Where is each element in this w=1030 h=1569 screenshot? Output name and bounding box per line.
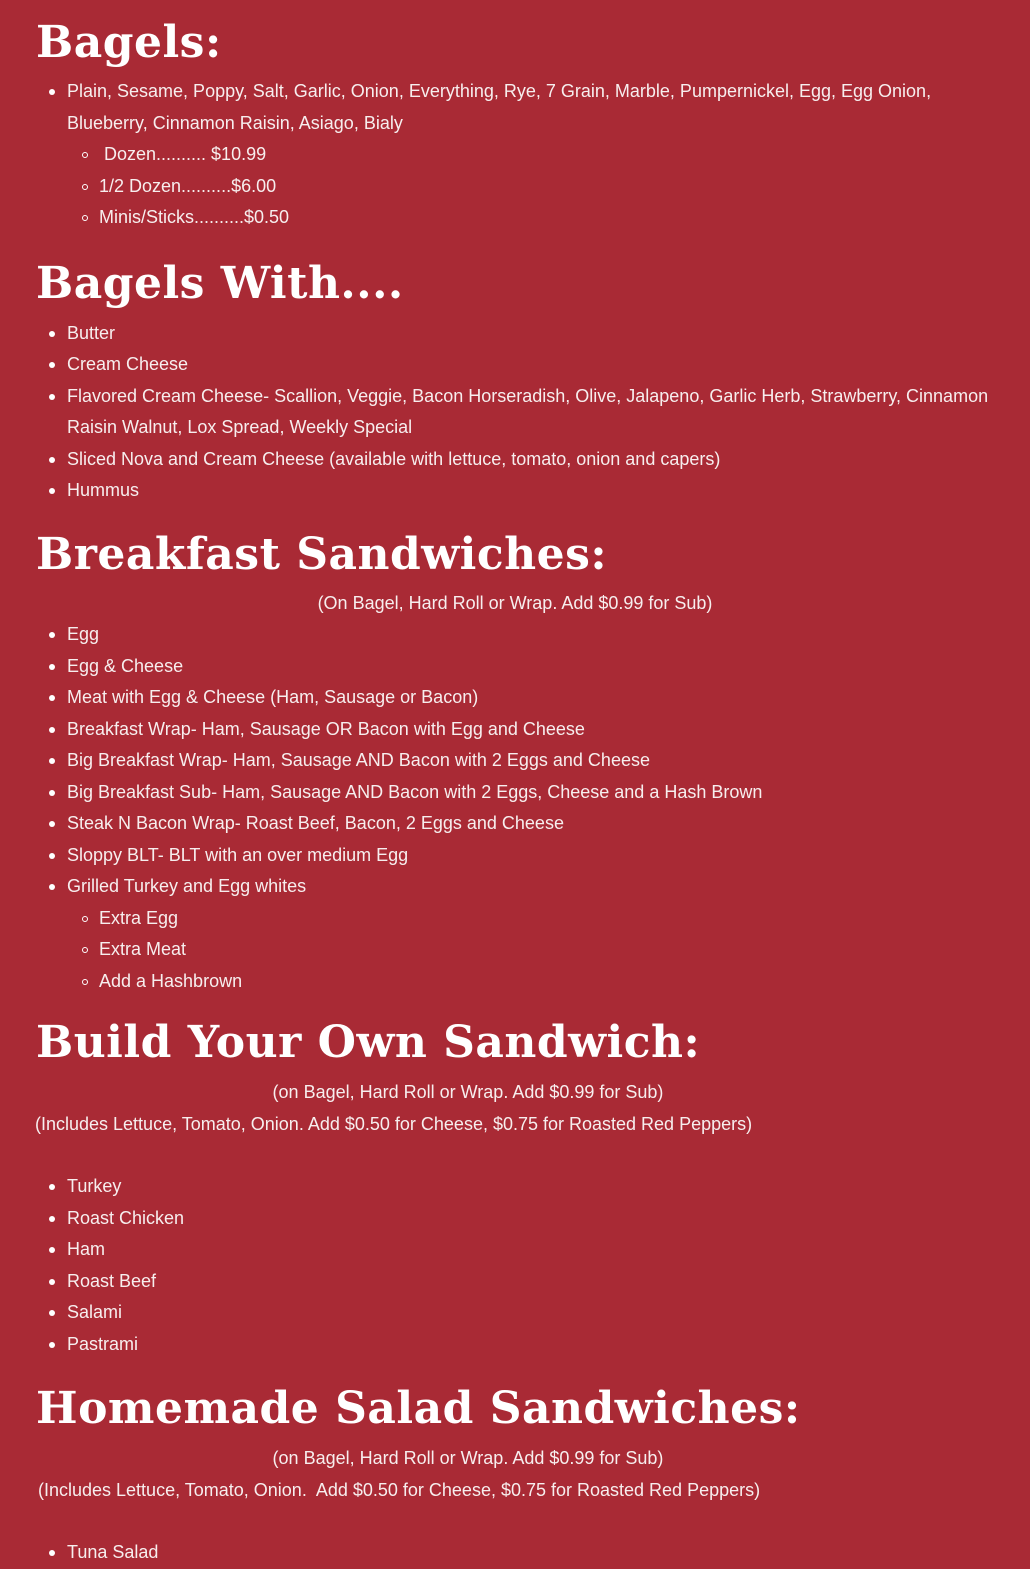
list-item: Salami: [67, 1302, 123, 1322]
bullet-dot: [49, 1342, 55, 1348]
bullet-dot: [49, 821, 55, 827]
bullet-dot: [49, 695, 55, 701]
price-dozen: Dozen.......... $10.99: [99, 144, 267, 164]
extra-item: Add a Hashbrown: [99, 971, 243, 991]
sub-bullet-circle: [82, 184, 88, 190]
bullet-dot: [49, 89, 55, 95]
sub-bullet-circle: [82, 979, 88, 985]
build-your-own-heading: Build Your Own Sandwich:: [36, 1017, 701, 1068]
list-item: Roast Beef: [67, 1271, 157, 1291]
list-item: Big Breakfast Wrap- Ham, Sausage AND Bacon with 2 Eggs and Cheese: [67, 750, 650, 770]
build-note-bread: (on Bagel, Hard Roll or Wrap. Add $0.99 for Sub): [272, 1082, 664, 1102]
extra-item: Extra Egg: [99, 908, 179, 928]
bagel-flavors-line2: Blueberry, Cinnamon Raisin, Asiago, Bialy: [67, 113, 403, 133]
breakfast-heading: Breakfast Sandwiches:: [36, 529, 608, 580]
bullet-dot: [49, 632, 55, 638]
breakfast-note: (On Bagel, Hard Roll or Wrap. Add $0.99 for Sub): [317, 593, 713, 613]
list-item: Sliced Nova and Cream Cheese (available with lettuce, tomato, onion and capers): [67, 449, 721, 469]
bullet-dot: [49, 727, 55, 733]
price-half-dozen: 1/2 Dozen..........$6.00: [99, 176, 277, 196]
bullet-dot: [49, 758, 55, 764]
bullet-dot: [49, 1216, 55, 1222]
bullet-dot: [49, 331, 55, 337]
bagel-flavors-line1: Plain, Sesame, Poppy, Salt, Garlic, Onion, Everything, Rye, 7 Grain, Marble, Pumpernickel, Egg, Egg Onion,: [67, 81, 932, 101]
bullet-dot: [49, 664, 55, 670]
list-item: Cream Cheese: [67, 354, 189, 374]
list-item: Egg: [67, 624, 100, 644]
sub-bullet-circle: [82, 947, 88, 953]
list-item: Butter: [67, 323, 116, 343]
bullet-dot: [49, 1310, 55, 1316]
bagels-heading: Bagels:: [36, 17, 222, 68]
bullet-dot: [49, 394, 55, 400]
list-item: Flavored Cream Cheese- Scallion, Veggie, Bacon Horseradish, Olive, Jalapeno, Garlic Herb, Strawberry, Cinnamon: [67, 386, 989, 406]
bullet-dot: [49, 1184, 55, 1190]
build-note-includes: (Includes Lettuce, Tomato, Onion. Add $0.50 for Cheese, $0.75 for Roasted Red Peppers): [35, 1114, 753, 1134]
bagels-with-heading: Bagels With....: [36, 258, 404, 309]
homemade-salad-heading: Homemade Salad Sandwiches:: [36, 1383, 801, 1434]
bullet-dot: [49, 457, 55, 463]
price-minis: Minis/Sticks..........$0.50: [99, 207, 290, 227]
list-item: Breakfast Wrap- Ham, Sausage OR Bacon with Egg and Cheese: [67, 719, 585, 739]
list-item: Pastrami: [67, 1334, 139, 1354]
list-item: Sloppy BLT- BLT with an over medium Egg: [67, 845, 409, 865]
bullet-dot: [49, 884, 55, 890]
list-item: Turkey: [67, 1176, 122, 1196]
sub-bullet-circle: [82, 215, 88, 221]
list-item: Hummus: [67, 480, 140, 500]
bullet-dot: [49, 1247, 55, 1253]
sub-bullet-circle: [82, 152, 88, 158]
list-item: Ham: [67, 1239, 106, 1259]
bullet-dot: [49, 1279, 55, 1285]
salad-note-includes: (Includes Lettuce, Tomato, Onion. Add $0.50 for Cheese, $0.75 for Roasted Red Peppers): [38, 1480, 761, 1500]
bullet-dot: [49, 1550, 55, 1556]
list-item-continued: Raisin Walnut, Lox Spread, Weekly Special: [67, 417, 413, 437]
list-item: Grilled Turkey and Egg whites: [67, 876, 307, 896]
list-item: Egg & Cheese: [67, 656, 184, 676]
list-item: Big Breakfast Sub- Ham, Sausage AND Bacon with 2 Eggs, Cheese and a Hash Brown: [67, 782, 763, 802]
bullet-dot: [49, 790, 55, 796]
list-item: Meat with Egg & Cheese (Ham, Sausage or Bacon): [67, 687, 479, 707]
bullet-dot: [49, 488, 55, 494]
salad-note-bread: (on Bagel, Hard Roll or Wrap. Add $0.99 for Sub): [272, 1448, 664, 1468]
bullet-dot: [49, 853, 55, 859]
list-item: Tuna Salad: [67, 1542, 159, 1562]
extra-item: Extra Meat: [99, 939, 187, 959]
list-item: Steak N Bacon Wrap- Roast Beef, Bacon, 2 Eggs and Cheese: [67, 813, 564, 833]
sub-bullet-circle: [82, 916, 88, 922]
list-item: Roast Chicken: [67, 1208, 185, 1228]
bullet-dot: [49, 362, 55, 368]
